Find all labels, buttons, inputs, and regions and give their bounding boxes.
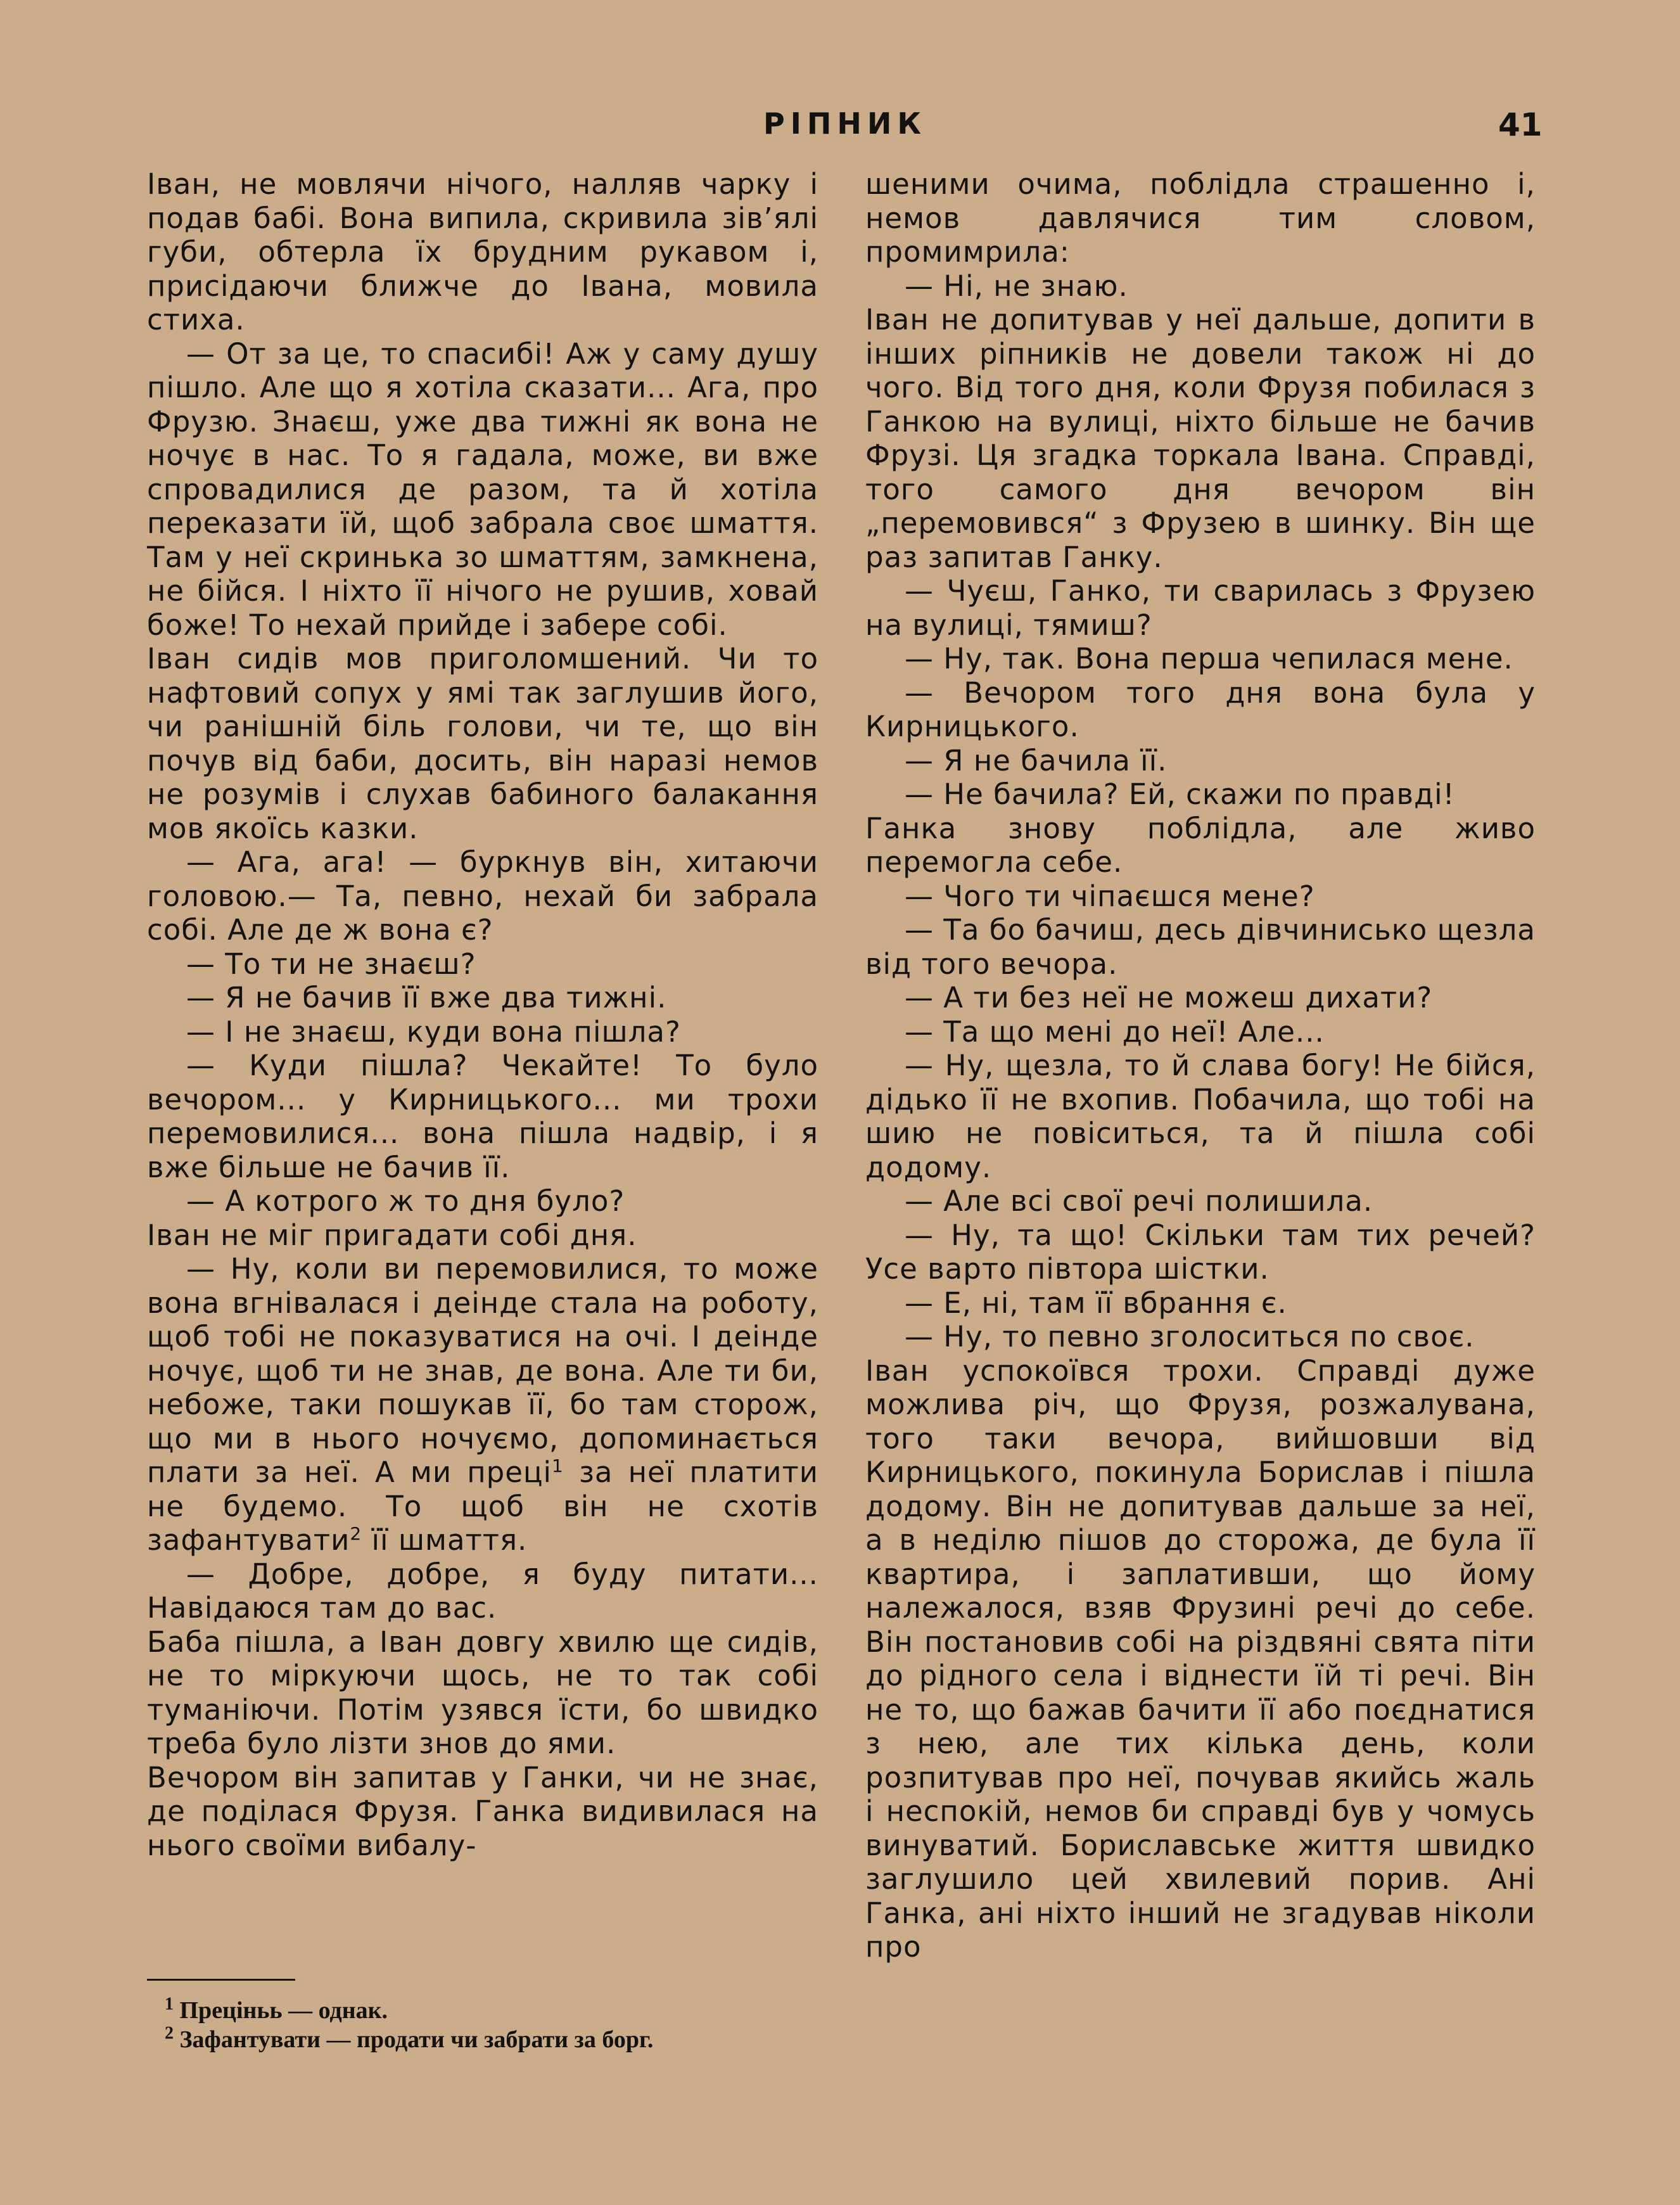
- paragraph: Іван сидів мов приголомшений. Чи то нафтовий сопух у ямі так заглушив його, чи ранішній біль голови, чи те, що він почув від баби, досить, він наразі немов не розумів і слухав бабиного балакання мов якоїсь казки.: [147, 642, 818, 845]
- paragraph: — Ні, не знаю.: [905, 269, 1128, 303]
- paragraph: Вечором він запитав у Ганки, чи не знає, де поділася Фрузя. Ганка видивилася на нього своїми вибалу-: [147, 1760, 818, 1862]
- page-number: 41: [1498, 106, 1543, 143]
- footnote: [165, 2025, 824, 2054]
- footnotes: [165, 1996, 824, 2054]
- paragraph: — Куди пішла? Чекайте! То було вечором... у Кирницького... ми трохи перемовилися... вона пішла надвір, і я вже більше не бачив її.: [147, 1049, 818, 1184]
- paragraph: Ганка знову поблідла, але живо перемогла себе.: [865, 811, 1536, 879]
- footnote-reference: 2: [350, 1523, 362, 1544]
- footnote-text: Зафантувати — продати чи забрати за борг.: [179, 2026, 654, 2053]
- footnote-mark: 1: [165, 1994, 174, 2014]
- paragraph: — Та бо бачиш, десь дівчинисько щезла від того вечора.: [865, 913, 1536, 981]
- paragraph: — Вечором того дня вона була у Кирницького.: [865, 675, 1536, 743]
- paragraph: — Ну, та що! Скільки там тих речей? Усе варто півтора шістки.: [865, 1218, 1536, 1286]
- left-column: [147, 167, 818, 1862]
- paragraph: — Я не бачила її.: [905, 743, 1168, 777]
- paragraph: — То ти не знаєш?: [186, 947, 476, 981]
- paragraph: — Але всі свої речі полишила.: [905, 1184, 1373, 1218]
- paragraph: — А ти без неї не можеш дихати?: [905, 981, 1433, 1014]
- paragraph: Баба пішла, а Іван довгу хвилю ще сидів, не то міркуючи щось, не то так собі туманіючи. Потім узявся їсти, бо швидко треба було лізти знов до ями.: [147, 1625, 818, 1760]
- paragraph: — Я не бачив її вже два тижні.: [186, 981, 667, 1014]
- footnote-reference: 1: [552, 1455, 564, 1476]
- paragraph: — І не знаєш, куди вона пішла?: [186, 1014, 681, 1049]
- paragraph: Іван успокоївся трохи. Справді дуже можлива річ, що Фрузя, розжалувана, того таки вечора, вийшовши від Кирницького, покинула Борислав і пішла додому. Він не допитував дальше за неї, а в неділю пішов до сторожа, де була її квартира, і заплативши, що йому належалося, взяв Фрузині речі до себе. Він постановив собі на різдвяні свята піти до рідного села і віднести їй ті речі. Він не то, що бажав бачити її або поєднатися з нею, але тих кілька день, коли розпитував про неї, почував якийсь жаль і неспокій, немов би справді був у чомусь винуватий. Бориславське життя швидко заглушило цей хвилевий порив. Ані Ганка, ані ніхто інший не згадував ніколи про: [865, 1353, 1536, 1964]
- footnote: [165, 1996, 824, 2025]
- paragraph: — Е, ні, там її вбрання є.: [905, 1286, 1287, 1320]
- paragraph: — Ну, щезла, то й слава богу! Не бійся, дідько її не вхопив. Побачила, що тобі на шию не повіситься, та й пішла собі додому.: [865, 1049, 1536, 1184]
- paragraph: — Не бачила? Ей, скажи по правді!: [905, 777, 1455, 811]
- paragraph: — Чуєш, Ганко, ти сварилась з Фрузею на вулиці, тямиш?: [865, 574, 1536, 642]
- paragraph: [147, 1252, 818, 1557]
- paragraph: — От за це, то спасибі! Аж у саму душу пішло. Але що я хотіла сказати... Ага, про Фрузю. Знаєш, уже два тижні як вона не ночує в нас. То я гадала, може, ви вже спровадилися де разом, та й хотіла переказати їй, щоб забрала своє шмаття. Там у неї скринька зо шматтям, замкнена, не бійся. І ніхто її нічого не рушив, ховай боже! То нехай прийде і забере собі.: [147, 336, 818, 642]
- text-run: її шмаття.: [362, 1523, 528, 1557]
- running-title: РІПНИК: [763, 106, 927, 141]
- paragraph: — Ну, так. Вона перша чепилася мене.: [905, 642, 1513, 675]
- paragraph: — Добре, добре, я буду питати... Навідаюся там до вас.: [147, 1557, 818, 1625]
- paragraph: — Та що мені до неї! Але...: [905, 1014, 1325, 1049]
- paragraph: Іван не міг пригадати собі дня.: [147, 1218, 637, 1252]
- paragraph: — Ну, то певно зголоситься по своє.: [905, 1320, 1475, 1353]
- right-column: [865, 167, 1536, 1964]
- text-run: — Ну, коли ви перемовилися, то може вона вгнівалася і деінде стала на роботу, щоб тобі не показуватися на очі. І деінде ночує, щоб ти не знав, де вона. Але ти би, небоже, таки пошукав її, бо там сторож, що ми в нього ночуємо, допоминається плати за неї. А ми преці: [147, 1252, 818, 1489]
- paragraph: — Чого ти чіпаєшся мене?: [905, 879, 1315, 913]
- paragraph: шеними очима, поблідла страшенно і, немов давлячися тим словом, промимрила:: [865, 167, 1536, 269]
- paragraph: Іван не допитував у неї дальше, допити в інших ріпників не довели також ні до чого. Від того дня, коли Фрузя побилася з Ганкою на вулиці, ніхто більше не бачив Фрузі. Ця згадка торкала Івана. Справді, того самого дня вечором він „перемовився“ з Фрузею в шинку. Він ще раз запитав Ганку.: [865, 303, 1536, 574]
- text-run: за неї платити не будемо. То щоб він не схотів зафантувати: [147, 1455, 819, 1557]
- paragraph: — Ага, ага! — буркнув він, хитаючи головою.— Та, певно, нехай би забрала собі. Але де ж вона є?: [147, 845, 818, 947]
- footnote-text: Преціньь — однак.: [179, 1997, 388, 2024]
- paragraph: Іван, не мовлячи нічого, налляв чарку і подав бабі. Вона випила, скривила зів’ялі губи, обтерла їх брудним рукавом і, присідаючи ближче до Івана, мовила стиха.: [147, 167, 818, 336]
- paragraph: — А котрого ж то дня було?: [186, 1184, 625, 1218]
- footnote-mark: 2: [165, 2023, 174, 2043]
- footnote-divider: [147, 1979, 295, 1981]
